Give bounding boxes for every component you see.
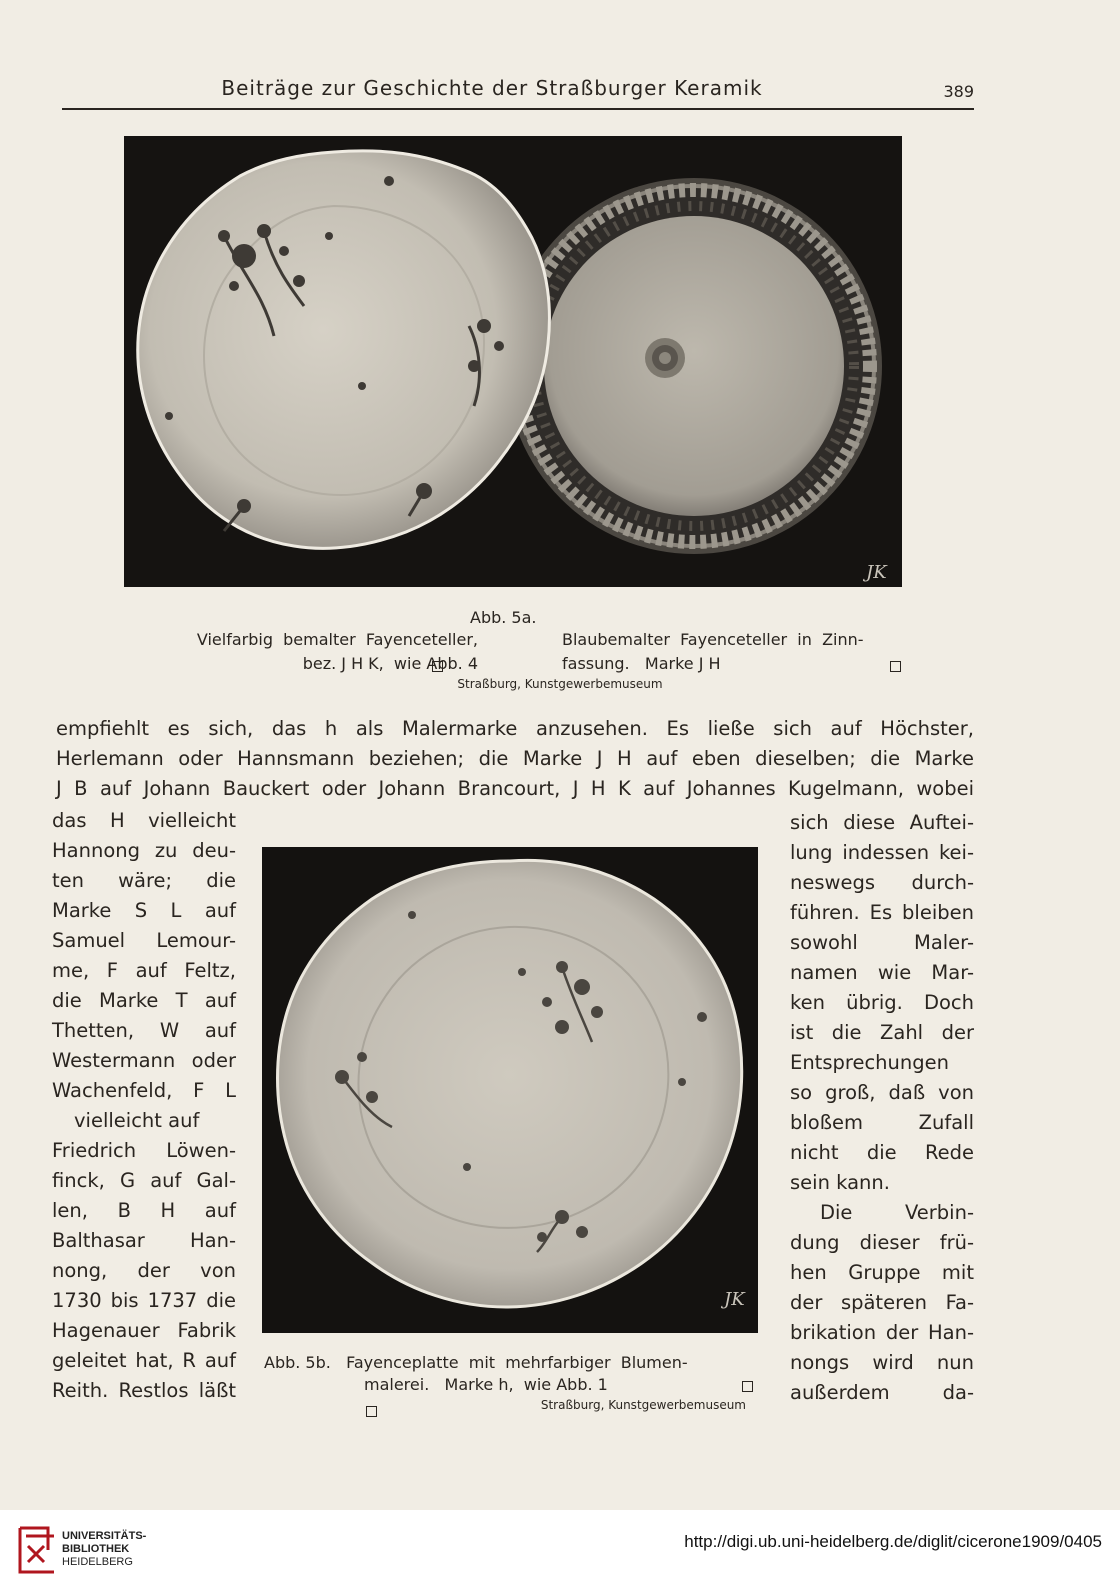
body-line: ken übrig. Doch <box>790 991 974 1014</box>
permalink-url[interactable]: http://digi.ub.uni-heidelberg.de/diglit/cicerone1909/0405 <box>684 1532 1102 1551</box>
body-line: Friedrich Löwen- <box>52 1139 236 1162</box>
body-line: Entsprechungen <box>790 1051 949 1074</box>
digital-library-footer <box>0 1510 1120 1591</box>
body-line: sich diese Auftei- <box>790 811 974 834</box>
body-line: nicht die Rede <box>790 1141 974 1164</box>
body-line: me, F auf Feltz, <box>52 959 236 982</box>
body-line: J B auf Johann Bauckert oder Johann Brancourt, J H K auf Johannes Kugelmann, wobei <box>56 777 974 800</box>
body-line: Thetten, W auf <box>52 1019 236 1042</box>
figure-5b-caption-line1: Fayenceplatte mit mehrfarbiger Blumen- <box>346 1353 688 1372</box>
figure-5a-right-caption: Blaubemalter Fayenceteller in Zinn- fassung. Marke J H <box>562 630 864 673</box>
body-line: Die Verbin- <box>820 1201 974 1224</box>
caption-end-mark <box>742 1381 753 1392</box>
library-name-line: BIBLIOTHEK <box>62 1543 130 1555</box>
body-line: namen wie Mar- <box>790 961 974 984</box>
figure-5b-photo <box>262 847 758 1333</box>
blue-plate-image <box>506 178 882 554</box>
library-name-line: HEIDELBERG <box>62 1556 133 1568</box>
body-line: dung dieser frü- <box>790 1231 974 1254</box>
figure-5b-caption <box>264 1352 760 1396</box>
figure-5b-monogram: JK <box>724 1289 745 1310</box>
body-line: der späteren Fa- <box>790 1291 974 1314</box>
body-line: ten wäre; die <box>52 869 236 892</box>
body-line: nongs wird nun <box>790 1351 974 1374</box>
figure-5a-left-caption: Vielfarbig bemalter Fayenceteller, bez. J H K, wie Abb. 4 <box>196 630 478 673</box>
figure-5b-caption-line2: malerei. Marke h, wie Abb. 1 <box>364 1375 608 1394</box>
body-line: bloßem Zufall <box>790 1111 974 1134</box>
body-line: ist die Zahl der <box>790 1021 974 1044</box>
caption-end-mark <box>366 1406 377 1417</box>
body-line: brikation der Han- <box>790 1321 974 1344</box>
body-line: so groß, daß von <box>790 1081 974 1104</box>
body-right-column <box>790 808 974 1408</box>
body-paragraph <box>56 714 974 804</box>
body-line: Westermann oder <box>52 1049 236 1072</box>
body-line: Hagenauer Fabrik <box>52 1319 236 1342</box>
library-name <box>62 1530 146 1569</box>
body-line: finck, G auf Gal- <box>52 1169 236 1192</box>
running-head <box>62 74 974 110</box>
figure-5a-photo <box>124 136 902 587</box>
caption-end-mark <box>890 661 901 672</box>
body-line: hen Gruppe mit <box>790 1261 974 1284</box>
body-line: nong, der von <box>52 1259 236 1282</box>
page-number: 389 <box>943 82 974 101</box>
body-line: vielleicht auf <box>74 1109 200 1132</box>
body-line: neswegs durch- <box>790 871 974 894</box>
running-head-title: Beiträge zur Geschichte der Straßburger Keramik <box>221 76 763 100</box>
university-library-logo-icon[interactable] <box>14 1520 66 1580</box>
body-line: sein kann. <box>790 1171 890 1194</box>
body-line: Reith. Restlos läßt <box>52 1379 236 1402</box>
body-line: die Marke T auf <box>52 989 236 1012</box>
figure-5b-label: Abb. 5b. <box>264 1353 331 1372</box>
body-line: Hannong zu deu- <box>52 839 236 862</box>
body-line: len, B H auf <box>52 1199 236 1222</box>
body-left-column <box>52 806 236 1406</box>
body-line: empfiehlt es sich, das h als Malermarke anzusehen. Es ließe sich auf Höchster, <box>56 717 974 740</box>
body-line: geleitet hat, R auf <box>52 1349 236 1372</box>
body-line: 1730 bis 1737 die <box>52 1289 236 1312</box>
figure-5b-source: Straßburg, Kunstgewerbemuseum <box>540 1398 746 1412</box>
caption-end-mark <box>432 661 443 672</box>
body-line: lung indessen kei- <box>790 841 974 864</box>
body-line: Wachenfeld, F L <box>52 1079 236 1102</box>
body-line: Herlemann oder Hannsmann beziehen; die Marke J H auf eben dieselben; die Marke <box>56 747 974 770</box>
figure-5a-label: Abb. 5a. <box>470 608 537 627</box>
body-line: das H vielleicht <box>52 809 236 832</box>
body-line: Marke S L auf <box>52 899 236 922</box>
figure-5a-source: Straßburg, Kunstgewerbemuseum <box>457 677 663 691</box>
figure-5a-monogram: JK <box>866 562 887 583</box>
body-line: Samuel Lemour- <box>52 929 236 952</box>
body-line: Balthasar Han- <box>52 1229 236 1252</box>
body-line: führen. Es bleiben <box>790 901 974 924</box>
body-line: außerdem da- <box>790 1381 974 1404</box>
library-name-line: UNIVERSITÄTS- <box>62 1530 147 1542</box>
body-line: sowohl Maler- <box>790 931 974 954</box>
